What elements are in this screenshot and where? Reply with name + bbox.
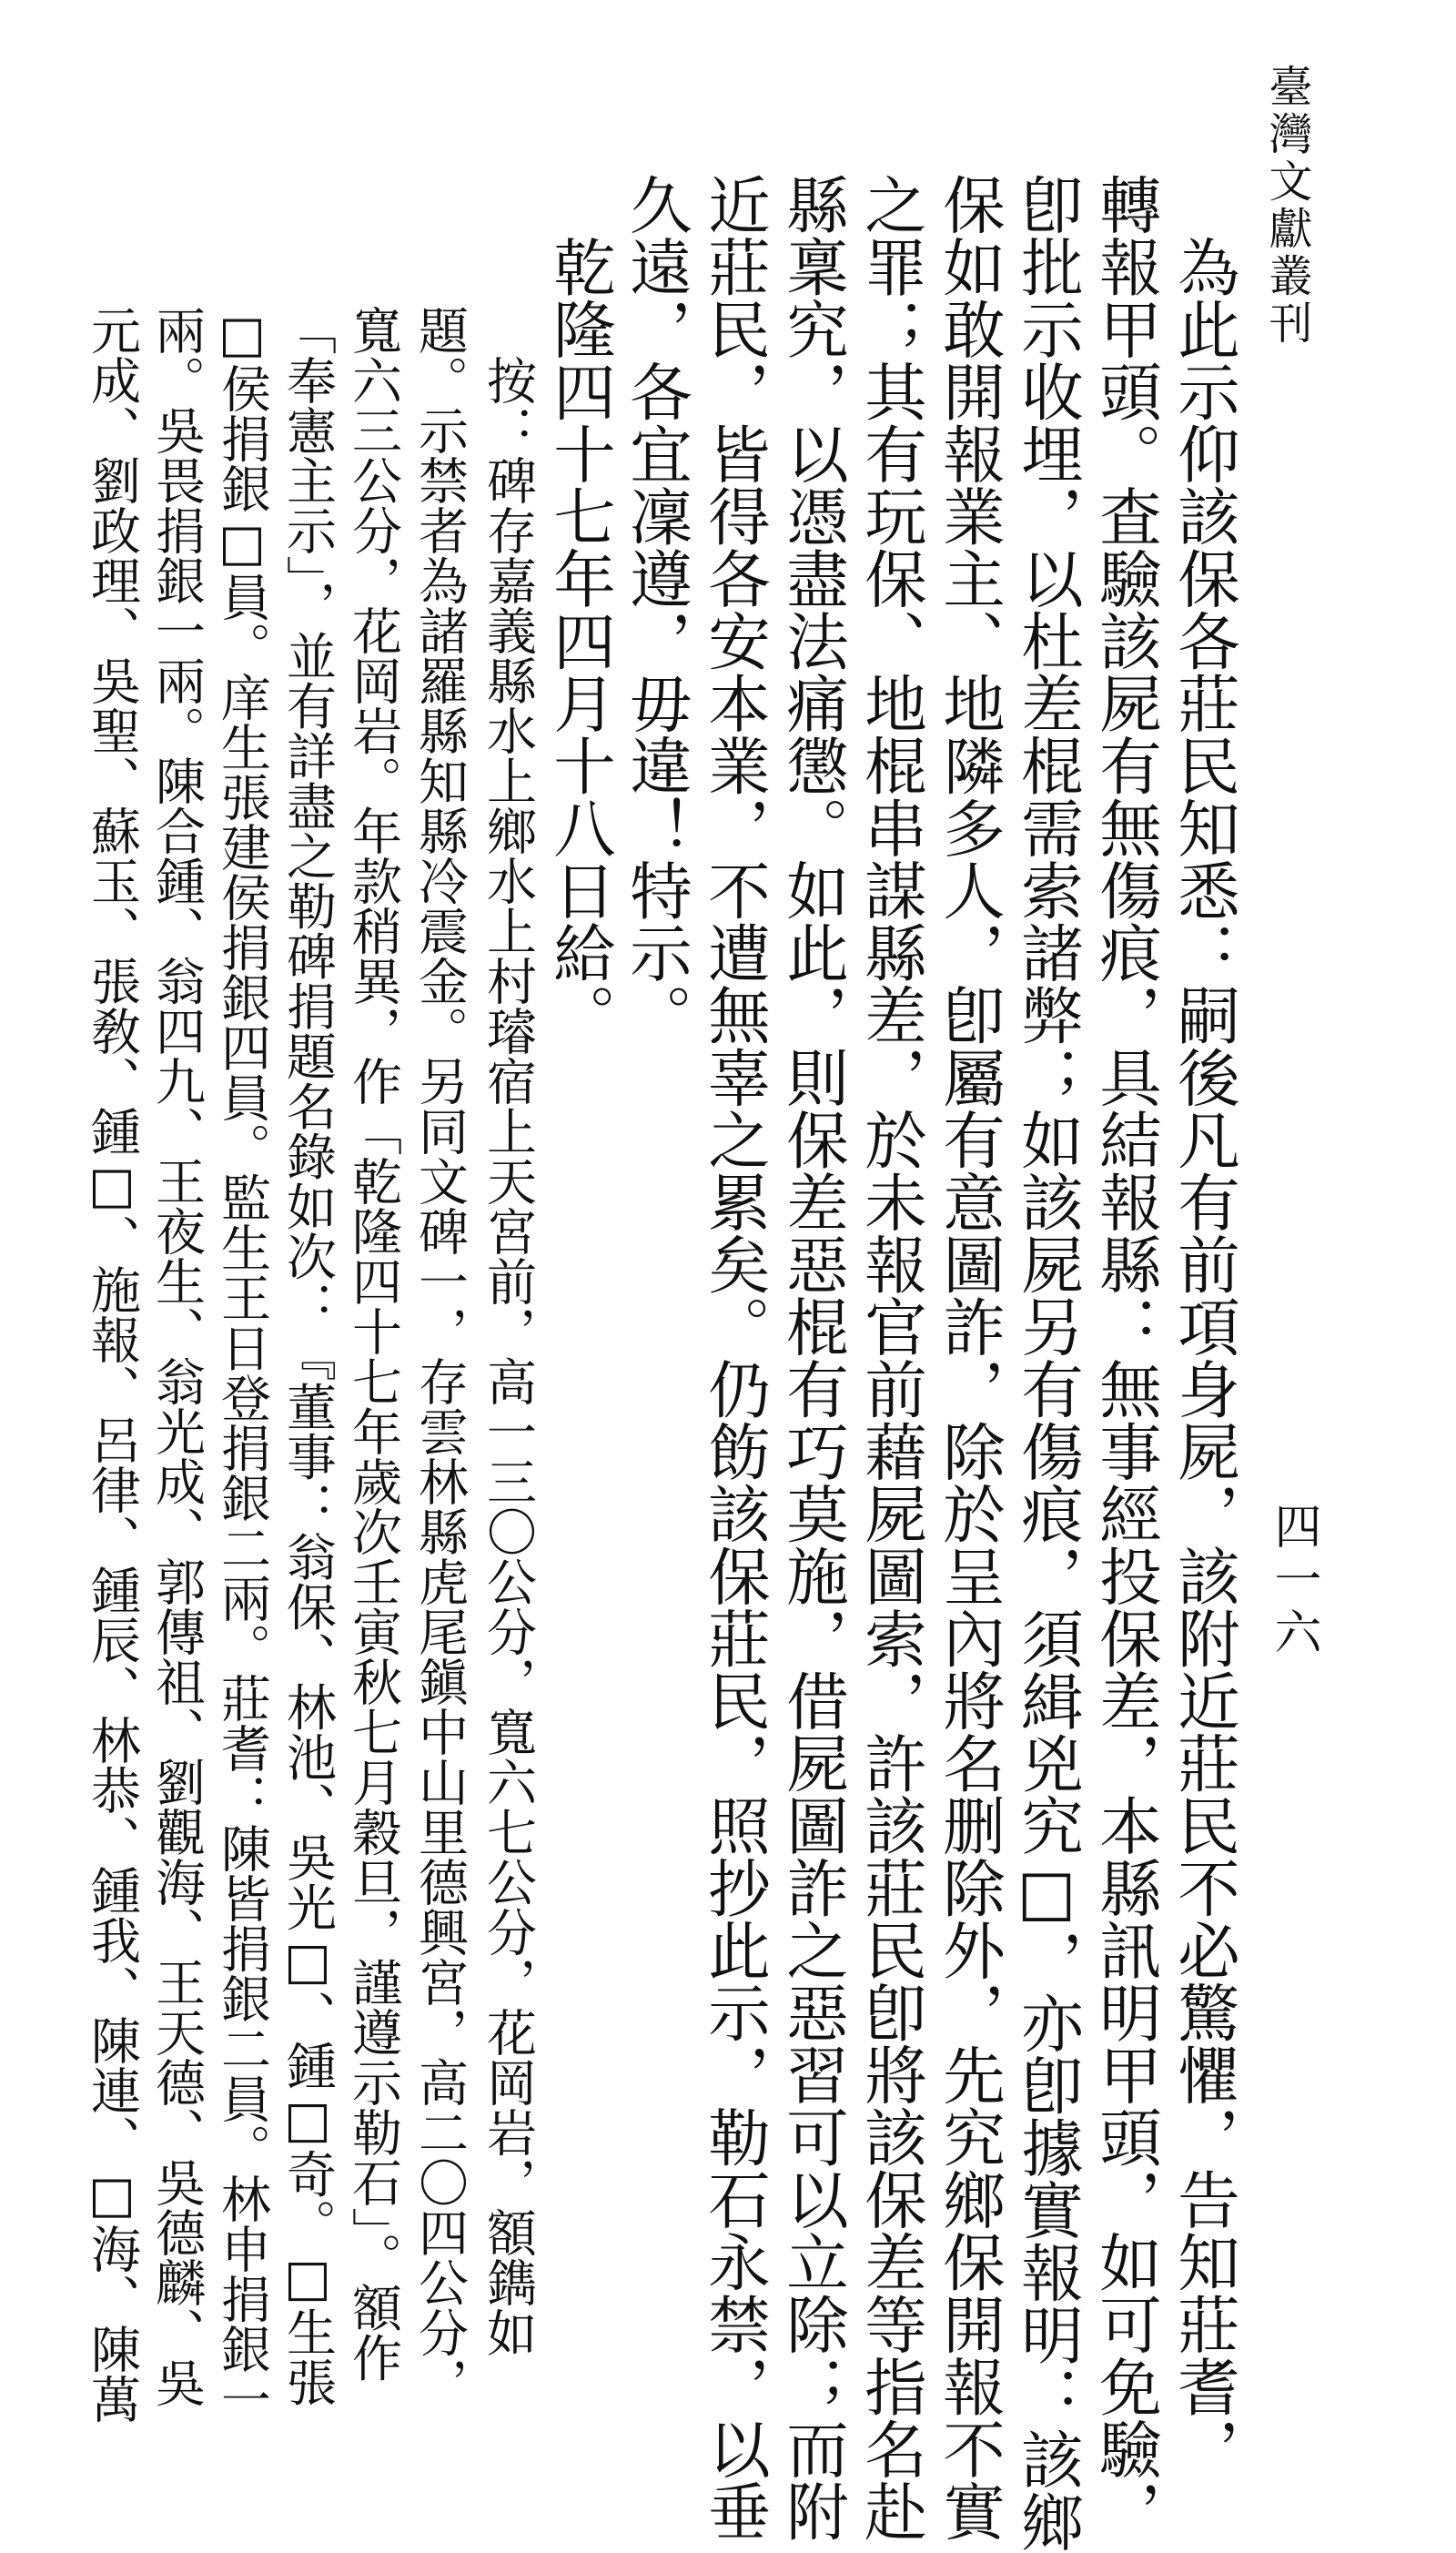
note-text-column: 題。示禁者為諸羅縣知縣冷震金。另同文碑一，存雲林縣虎尾鎭中山里德興宮，高二〇四公分， <box>410 305 469 2407</box>
note-text-column: 按：碑存嘉義縣水上鄉水上村璿宿上天宮前，高一三〇公分，寬六七公分，花岡岩，額鐫如 <box>479 305 537 2357</box>
main-text-column: 保如敢開報業主、地隣多人，卽屬有意圖詐，除於呈內將名删除外，先究鄉保開報不實 <box>932 173 1005 2542</box>
main-text-column: 轉報甲頭。査驗該屍有無傷痕，具結報縣：無事經投保差，本縣訊明甲頭，如可免驗， <box>1088 173 1161 2542</box>
page-number: 四一六 <box>1266 1502 1320 1660</box>
note-text-column: 「奉憲主示」，並有詳盡之勒碑捐題名錄如次：『董事：翁保、林池、吳光□、鍾□奇。□生張 <box>278 305 337 2407</box>
main-text-column: 縣稟究，以憑盡法痛懲。如此，則保差惡棍有巧莫施，借屍圖詐之惡習可以立除；而附 <box>775 173 848 2542</box>
running-head: 臺灣文獻叢刊 <box>1261 64 1312 348</box>
note-text-column: 兩。吳畏捐銀一兩。陳合鍾、翁四九、王夜生、翁光成、郭傳祖、劉觀海、王天德、吳德麟、吳 <box>147 305 206 2407</box>
note-text-column: □侯捐銀□員。庠生張建侯捐銀四員。監生王日登捐銀二兩。莊耆：陳皆捐銀二員。林申捐銀一 <box>213 305 271 2424</box>
note-text-column: 元成、劉政理、吳聖、蘇玉、張敎、鍾□、施報、呂律、鍾辰、林恭、鍾我、陳連、□海、陳萬 <box>83 305 141 2424</box>
note-text-column: 寬六三公分，花岡岩。年款稍異，作「乾隆四十七年歲次壬寅秋七月穀旦，謹遵示勒石」。額作 <box>344 305 402 2383</box>
date-line: 乾隆四十七年四月十八日給。 <box>542 173 615 1046</box>
main-text-column: 久遠，各宜凜遵，毋違！特示。 <box>619 173 692 1046</box>
main-text-column: 近莊民，皆得各安本業，不遭無辜之累矣。仍飭該保莊民，照抄此示，勒石永禁，以垂 <box>697 173 770 2542</box>
main-text-column: 為此示仰該保各莊民知悉：嗣後凡有前項身屍，該附近莊民不必驚懼，告知莊耆， <box>1167 173 1239 2480</box>
main-text-column: 卽批示收埋，以杜差棍需索諸弊；如該屍另有傷痕，須緝兇究□，亦卽據實報明：該鄉 <box>1010 173 1083 2553</box>
main-text-column: 之罪；其有玩保、地棍串謀縣差，於未報官前藉屍圖索，許該莊民卽將該保差等指名赴 <box>854 173 926 2542</box>
